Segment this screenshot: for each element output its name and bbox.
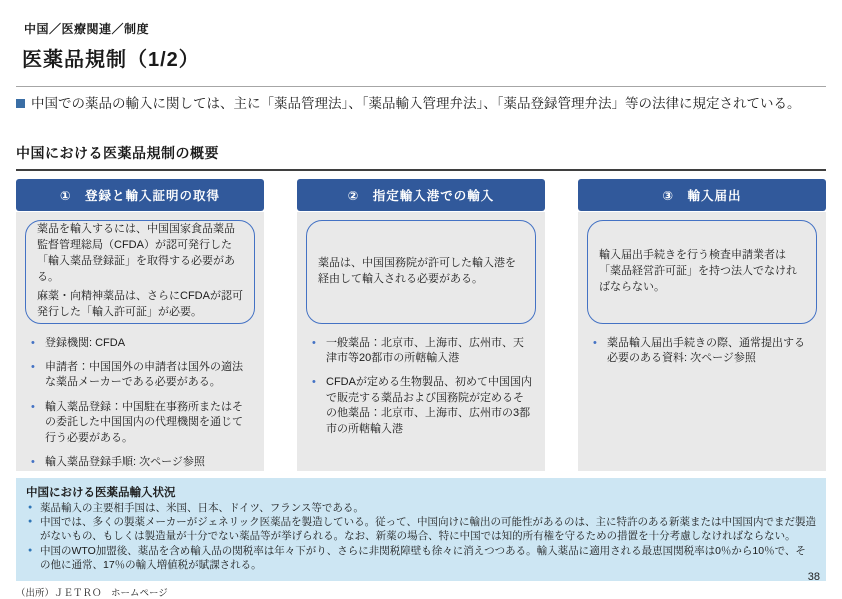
process-columns [16,179,826,471]
column-bullet-list [306,336,536,437]
note-paragraph: 麻薬・向精神薬品は、さらにCFDAが認可発行した「輸入許可証」が必要。 [37,290,243,319]
bullet-item: • 申請者：中国国外の申請者は国外の適法な薬品メーカーである必要がある。 [29,360,253,391]
panel-title: 中国における医薬品輸入状況 [26,486,176,499]
panel-bullet-item: ● 中国のWTO加盟後、薬品を含め輸入品の関税率は年々下がり、さらに非関税障壁も徐々に消えつつある。輸入薬品に適用される最恵国関税率は0％から10％で、その他に通常、17％の輸入増値税が賦課される。 [26,545,816,573]
note-box [587,220,817,324]
process-column-registration [16,179,264,471]
bullet-item: • 輸入薬品登録：中国駐在事務所またはその委託した中国国内の代理機関を通じて行う必要がある。 [29,400,253,446]
section-title: 中国における医薬品規制の概要 [16,144,219,161]
bullet-item: • 一般薬品：北京市、上海市、広州市、天津市等20都市の所轄輸入港 [310,336,534,367]
column-header: ③ 輸入届出 [578,179,826,211]
column-body [297,212,545,471]
square-bullet-icon [16,99,25,108]
column-body [16,212,264,471]
note-paragraph: 薬品は、中国国務院が許可した輸入港を経由して輸入される必要がある。 [318,256,516,285]
column-bullet-list [587,336,817,367]
title-divider [16,86,826,87]
breadcrumb: 中国／医療関連／制度 [24,22,150,36]
bullet-item: • 輸入薬品登録手順: 次ページ参照 [29,455,253,470]
source-note: （出所）ＪＥＴＲＯ ホームページ [16,587,168,599]
bullet-item: • 登録機関: CFDA [29,336,253,351]
process-column-designated-ports [297,179,545,471]
section-rule [16,169,826,171]
column-body [578,212,826,471]
panel-bullet-item: ● 中国では、多くの製薬メーカーがジェネリック医薬品を製造している。従って、中国向けに輸出の可能性があるのは、主に特許のある新薬または中国国内でまだ製造がないもの、もしくは製造量が十分でない薬品等が挙げられる。なお、新薬の場合、特に中国では知的所有権を守るための措置を十分考慮しなければならない。 [26,516,816,544]
column-bullet-list [25,336,255,471]
import-status-panel [16,478,826,581]
bullet-item: • CFDAが定める生物製品、初めて中国国内で販売する薬品および国務院が定めるその他薬品：北京市、上海市、広州市の3都市の所轄輸入港 [310,375,534,437]
bullet-item: • 薬品輸入届出手続きの際、通常提出する必要のある資料: 次ページ参照 [591,336,815,367]
note-box [25,220,255,324]
column-header: ① 登録と輸入証明の取得 [16,179,264,211]
panel-bullet-item: ● 薬品輸入の主要相手国は、米国、日本、ドイツ、フランス等である。 [26,502,816,516]
process-column-import-notification [578,179,826,471]
note-paragraph: 薬品を輸入するには、中国国家食品薬品監督管理総局（CFDA）が認可発行した「輸入薬品登録証」を取得する必要がある。 [37,222,235,283]
page-title: 医薬品規制（1/2） [22,49,200,71]
lead-text: 中国での薬品の輸入に関しては、主に「薬品管理法」、「薬品輸入管理弁法」、「薬品登録管理弁法」等の法律に規定されている。 [31,96,801,111]
note-paragraph: 輸入届出手続きを行う検査申請業者は「薬品経営許可証」を持つ法人でなければならない。 [599,248,797,293]
lead-statement [16,95,826,113]
page-number: 38 [807,571,820,583]
panel-bullet-list [26,502,816,573]
column-header: ② 指定輸入港での輸入 [297,179,545,211]
note-box [306,220,536,324]
